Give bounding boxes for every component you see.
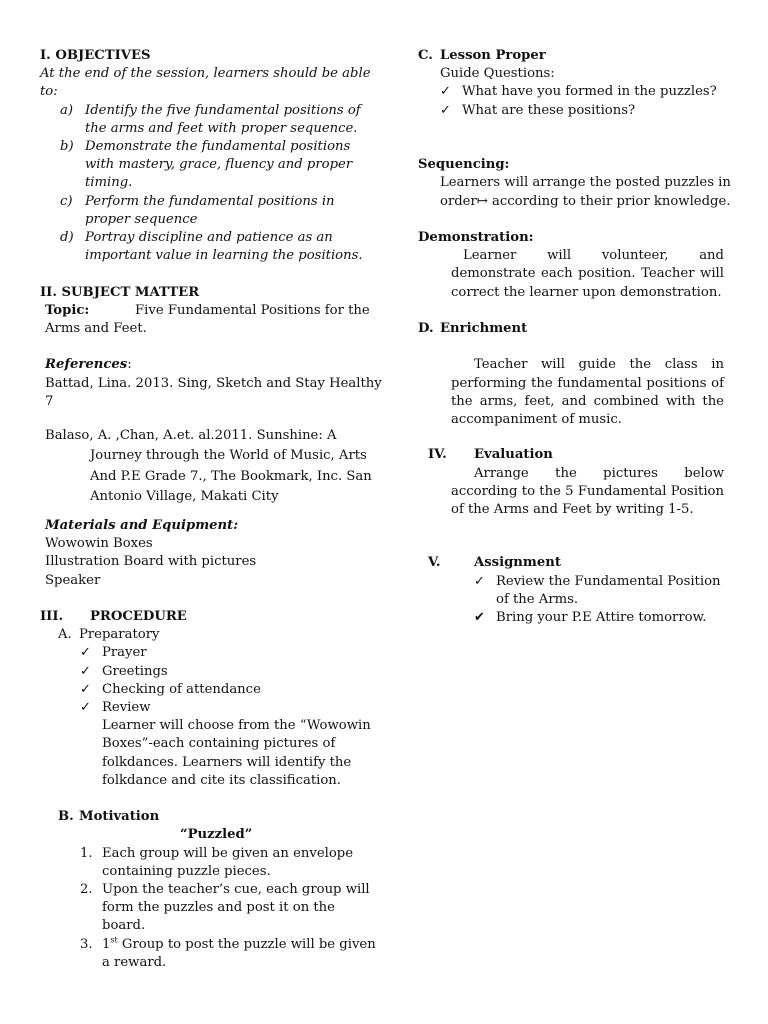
procedure-heading: III. PROCEDURE [40, 609, 187, 625]
demonstration-text: Learner will volunteer, and demonstrate each position. Teacher will correct the learner upon demonstration. [451, 248, 724, 300]
evaluation-heading: IV. Evaluation [428, 447, 553, 463]
check-icon: ✓ [80, 681, 92, 697]
preparatory-item: ✓ Review [80, 699, 365, 717]
topic-line [40, 302, 370, 320]
step-text: form the puzzles and post it on the [102, 900, 335, 916]
step-item [80, 935, 376, 972]
objective-text: Portray discipline and patience as an [85, 230, 333, 246]
demonstration-section [418, 229, 724, 302]
enrichment-section [418, 320, 724, 429]
guide-question: ✓ What have you formed in the puzzles? [418, 83, 724, 101]
step-item [80, 881, 370, 936]
topic-text: Arms and Feet. [45, 321, 147, 337]
sequencing-heading: Sequencing: [418, 157, 510, 173]
objectives-intro-line: At the end of the session, learners should be able [40, 66, 371, 82]
step-text: a reward. [102, 954, 167, 970]
objectives-intro-line: to: [40, 84, 58, 100]
objective-label: a) [60, 102, 74, 118]
sequencing-text: Learners will arrange the posted puzzles in [440, 175, 731, 191]
preparatory-heading: A. Preparatory [58, 627, 160, 643]
step-number: 1. [80, 845, 93, 861]
assignment-text: of the Arms. [496, 591, 579, 607]
preparatory-item: ✓ Prayer [80, 644, 365, 662]
objective-item [60, 229, 365, 265]
right-column [418, 47, 731, 627]
check-icon: ✓ [80, 663, 92, 679]
enrichment-text: Teacher will guide the class in performing the fundamental positions of the arms, feet, and combined with the accompaniment of music. [451, 357, 724, 427]
objective-text: proper sequence [85, 211, 198, 227]
materials-heading: Materials and Equipment: [45, 518, 239, 534]
guide-question: ✓ What are these positions? [418, 102, 724, 120]
procedure-section [40, 608, 376, 972]
objectives-heading: I. OBJECTIVES [40, 48, 151, 63]
sequencing-section [418, 156, 731, 211]
assignment-text: Review the Fundamental Position [496, 573, 721, 589]
step-number: 3. [80, 936, 93, 952]
check-icon: ✓ [440, 102, 452, 118]
step-text: board. [102, 918, 146, 934]
reference-text: 7 [45, 393, 54, 409]
evaluation-text: Arrange the pictures below according to the 5 Fundamental Position of the Arms and Feet by writing 1-5. [451, 465, 724, 517]
objective-text: important value in learning the positions. [85, 248, 363, 264]
topic-text: Five Fundamental Positions for the [135, 302, 370, 318]
reference-text: Antonio Village, Makati City [90, 488, 279, 504]
assignment-text: Bring your P.E Attire tomorrow. [496, 609, 707, 625]
reference-text: Battad, Lina. 2013. Sing, Sketch and Stay Healthy [45, 375, 382, 391]
check-icon: ✓ [474, 573, 486, 589]
step-text: Each group will be given an envelope [102, 845, 354, 861]
objective-text: timing. [85, 175, 133, 191]
reference-text: Journey through the World of Music, Arts [90, 448, 367, 464]
game-title: “Puzzled” [180, 827, 253, 843]
objective-text: the arms and feet with proper sequence. [85, 120, 358, 136]
material-item: Speaker [45, 572, 101, 588]
references-label: References [45, 357, 128, 373]
enrichment-heading: D. Enrichment [418, 320, 528, 336]
assignment-item [418, 573, 724, 609]
check-icon: ✓ [80, 700, 92, 716]
objective-label: b) [60, 139, 74, 155]
check-icon: ✓ [440, 84, 452, 100]
lesson-proper-section [418, 47, 724, 120]
objective-text: Identify the five fundamental positions of [85, 102, 361, 118]
preparatory-item: ✓ Checking of attendance [80, 681, 365, 699]
objective-item [60, 138, 365, 193]
assignment-section [418, 554, 724, 627]
heavy-check-icon: ✔ [474, 609, 486, 625]
objective-item [60, 193, 365, 229]
step-number: 2. [80, 882, 93, 898]
preparatory-item: ✓ Greetings [80, 663, 365, 681]
maps-to-arrow-icon: ↦ [476, 193, 488, 209]
objectives-list [60, 102, 365, 266]
material-item: Wowowin Boxes [45, 536, 153, 552]
evaluation-section [418, 446, 724, 519]
step-text: Upon the teacher’s cue, each group will [102, 882, 370, 898]
subject-matter-heading: II. SUBJECT MATTER [40, 284, 200, 300]
check-icon: ✓ [80, 645, 92, 661]
objective-label: d) [60, 230, 74, 246]
step-item [80, 845, 365, 881]
references-heading: References: [45, 357, 132, 373]
reference-text: And P.E Grade 7., The Bookmark, Inc. San [90, 468, 372, 484]
motivation-steps [40, 845, 376, 972]
subject-matter-section [40, 284, 382, 590]
preparatory-list [40, 644, 371, 790]
step-text: containing puzzle pieces. [102, 863, 271, 879]
objective-text: with mastery, grace, fluency and proper [85, 157, 353, 173]
topic-label: Topic: [45, 302, 90, 318]
left-column [40, 47, 382, 972]
reference-text: Balaso, A. ,Chan, A.et. al.2011. Sunshine: A [45, 428, 337, 444]
objective-text: Demonstrate the fundamental positions [85, 139, 351, 155]
material-item: Illustration Board with pictures [45, 554, 257, 570]
objectives-section [40, 47, 371, 265]
objective-text: Perform the fundamental positions in [85, 193, 335, 209]
assignment-heading: V. Assignment [428, 555, 561, 571]
objective-item [60, 102, 365, 138]
step-text: 1st Group to post the puzzle will be given [102, 935, 376, 952]
assignment-item [418, 609, 724, 627]
lesson-proper-heading: C. Lesson Proper [418, 48, 546, 63]
objective-label: c) [60, 193, 73, 209]
sequencing-text: order↦ according to their prior knowledge. [440, 193, 731, 209]
motivation-heading: B. Motivation [58, 809, 160, 825]
review-text: Learner will choose from the “Wowowin Boxes”-each containing pictures of folkdances. Learners will identify the folkdance and cite its classification. [102, 718, 371, 788]
guide-questions-label: Guide Questions: [440, 66, 555, 82]
demonstration-heading: Demonstration: [418, 229, 534, 245]
